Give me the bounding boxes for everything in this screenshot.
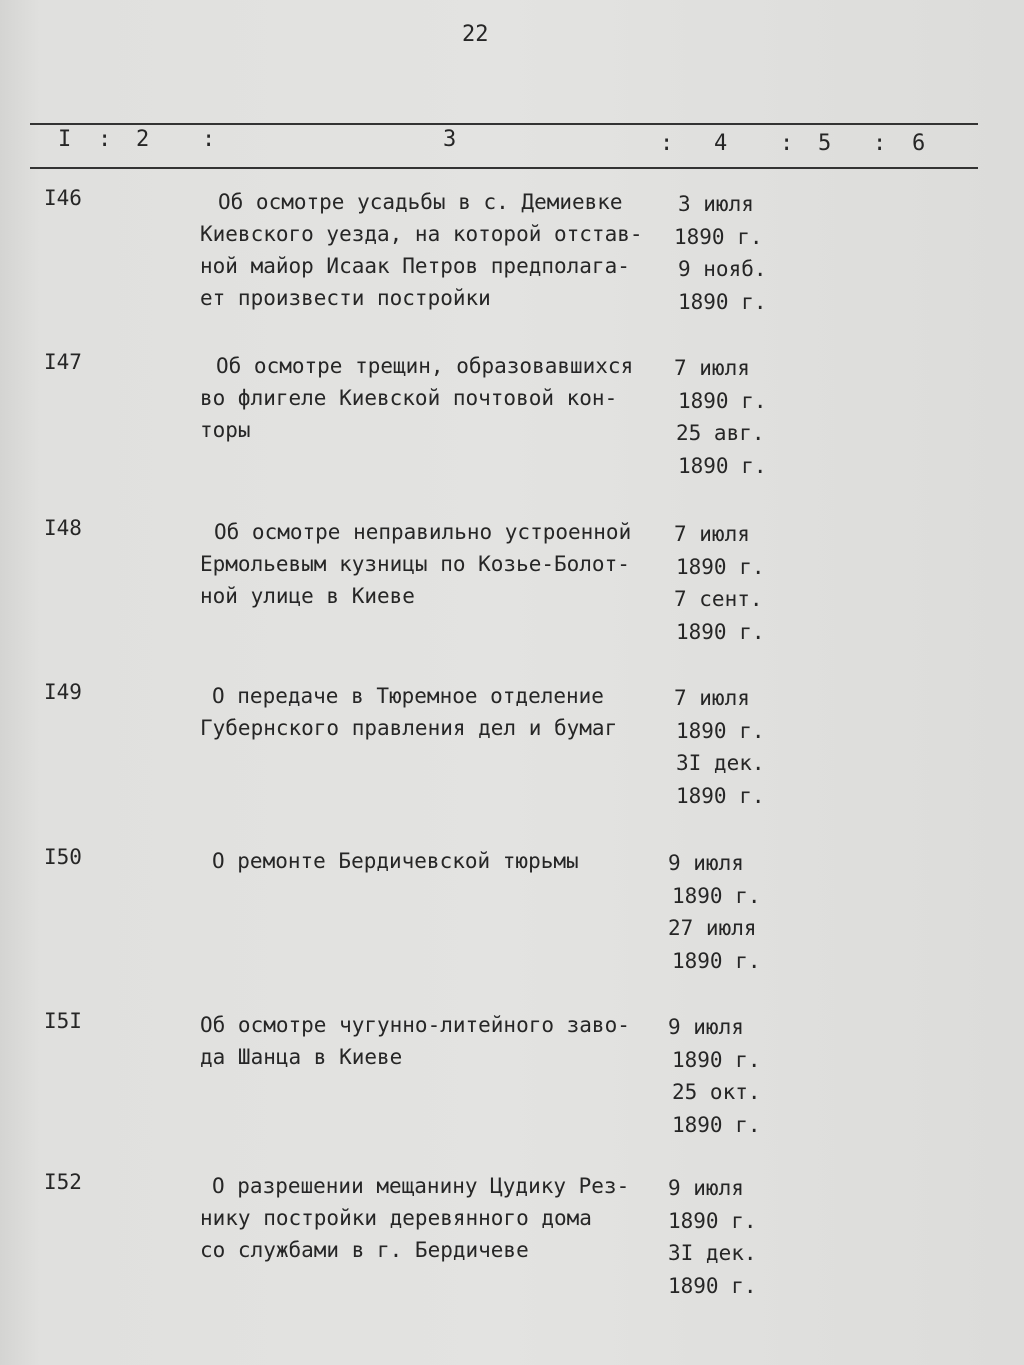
header-col-1: I	[58, 127, 72, 152]
record-title-line: О передаче в Тюремное отделение	[212, 684, 604, 708]
record-start-day: 7 июля	[674, 356, 750, 380]
record-title	[200, 186, 670, 314]
record-end-day: 25 окт.	[672, 1080, 761, 1104]
record-end-year: 1890 г.	[672, 948, 761, 973]
record-end-year: 1890 г.	[672, 1112, 761, 1137]
header-top-rule	[30, 123, 978, 125]
record-title-line: О ремонте Бердичевской тюрьмы	[212, 849, 579, 873]
record-end-day: 25 авг.	[676, 421, 765, 445]
record-end-year: 1890 г.	[676, 619, 765, 644]
record-dates	[668, 518, 778, 648]
record-number: I48	[44, 516, 82, 540]
record-number: I49	[44, 680, 82, 704]
header-separator-5: :	[873, 131, 887, 156]
header-col-4: 4	[714, 131, 728, 156]
record-title-line: Об осмотре чугунно-литейного заво-	[200, 1013, 630, 1037]
record-start-year: 1890 г.	[674, 224, 763, 249]
record-start-year: 1890 г.	[676, 554, 765, 579]
record-title	[200, 1170, 670, 1266]
record-dates	[668, 188, 778, 318]
record-title-line: со службами в г. Бердичеве	[200, 1238, 529, 1262]
header-col-3: 3	[443, 127, 457, 152]
header-separator-3: :	[660, 131, 674, 156]
record-end-year: 1890 г.	[668, 1273, 757, 1298]
record-title	[200, 516, 670, 612]
record-dates	[668, 682, 778, 812]
header-col-5: 5	[818, 131, 832, 156]
record-end-year: 1890 г.	[678, 453, 767, 478]
record-number: I47	[44, 350, 82, 374]
record-dates	[668, 847, 778, 977]
record-start-day: 9 июля	[668, 851, 744, 875]
record-title-line: Об осмотре трещин, образовавшихся	[216, 354, 634, 378]
record-number: I46	[44, 186, 82, 210]
record-start-year: 1890 г.	[676, 718, 765, 743]
header-col-6: 6	[912, 131, 926, 156]
record-start-day: 7 июля	[674, 686, 750, 710]
record-end-day: 7 сент.	[674, 587, 763, 611]
record-title-line: во флигеле Киевской почтовой кон-	[200, 386, 618, 410]
record-title-line: да Шанца в Киеве	[200, 1045, 403, 1069]
record-start-year: 1890 г.	[672, 883, 761, 908]
record-end-day: 3I дек.	[676, 751, 765, 775]
record-title-line: нику постройки деревянного дома	[200, 1206, 592, 1230]
record-end-year: 1890 г.	[678, 289, 767, 314]
header-separator-1: :	[98, 127, 112, 152]
record-dates	[668, 352, 778, 482]
header-col-2: 2	[136, 127, 150, 152]
record-title-line: Ермольевым кузницы по Козье-Болот-	[200, 552, 630, 576]
record-title-line: ной майор Исаак Петров предполага-	[200, 254, 630, 278]
record-start-year: 1890 г.	[678, 388, 767, 413]
record-title	[200, 350, 670, 446]
record-number: I50	[44, 845, 82, 869]
record-title-line: ет произвести постройки	[200, 286, 491, 310]
record-start-day: 3 июля	[678, 192, 754, 216]
record-title-line: Об осмотре усадьбы в с. Демиевке	[218, 190, 623, 214]
record-title-line: Об осмотре неправильно устроенной	[214, 520, 632, 544]
page-number: 22	[462, 22, 489, 47]
record-title	[200, 1009, 670, 1073]
record-title-line: Губернского правления дел и бумаг	[200, 716, 618, 740]
header-bottom-rule	[30, 167, 978, 169]
record-start-day: 9 июля	[668, 1176, 744, 1200]
record-end-day: 9 нояб.	[678, 257, 767, 281]
record-start-day: 9 июля	[668, 1015, 744, 1039]
record-start-year: 1890 г.	[672, 1047, 761, 1072]
record-title	[200, 845, 670, 877]
record-dates	[668, 1172, 778, 1302]
header-separator-2: :	[202, 127, 216, 152]
record-title-line: Киевского уезда, на которой отстав-	[200, 222, 643, 246]
record-number: I52	[44, 1170, 82, 1194]
record-end-day: 27 июля	[668, 916, 757, 940]
record-number: I5I	[44, 1009, 82, 1033]
record-start-day: 7 июля	[674, 522, 750, 546]
record-title-line: ной улице в Киеве	[200, 584, 415, 608]
record-title	[200, 680, 670, 744]
record-title-line: О разрешении мещанину Цудику Рез-	[212, 1174, 630, 1198]
record-end-day: 3I дек.	[668, 1241, 757, 1265]
record-dates	[668, 1011, 778, 1141]
record-end-year: 1890 г.	[676, 783, 765, 808]
record-start-year: 1890 г.	[668, 1208, 757, 1233]
header-separator-4: :	[780, 131, 794, 156]
record-title-line: торы	[200, 418, 251, 442]
